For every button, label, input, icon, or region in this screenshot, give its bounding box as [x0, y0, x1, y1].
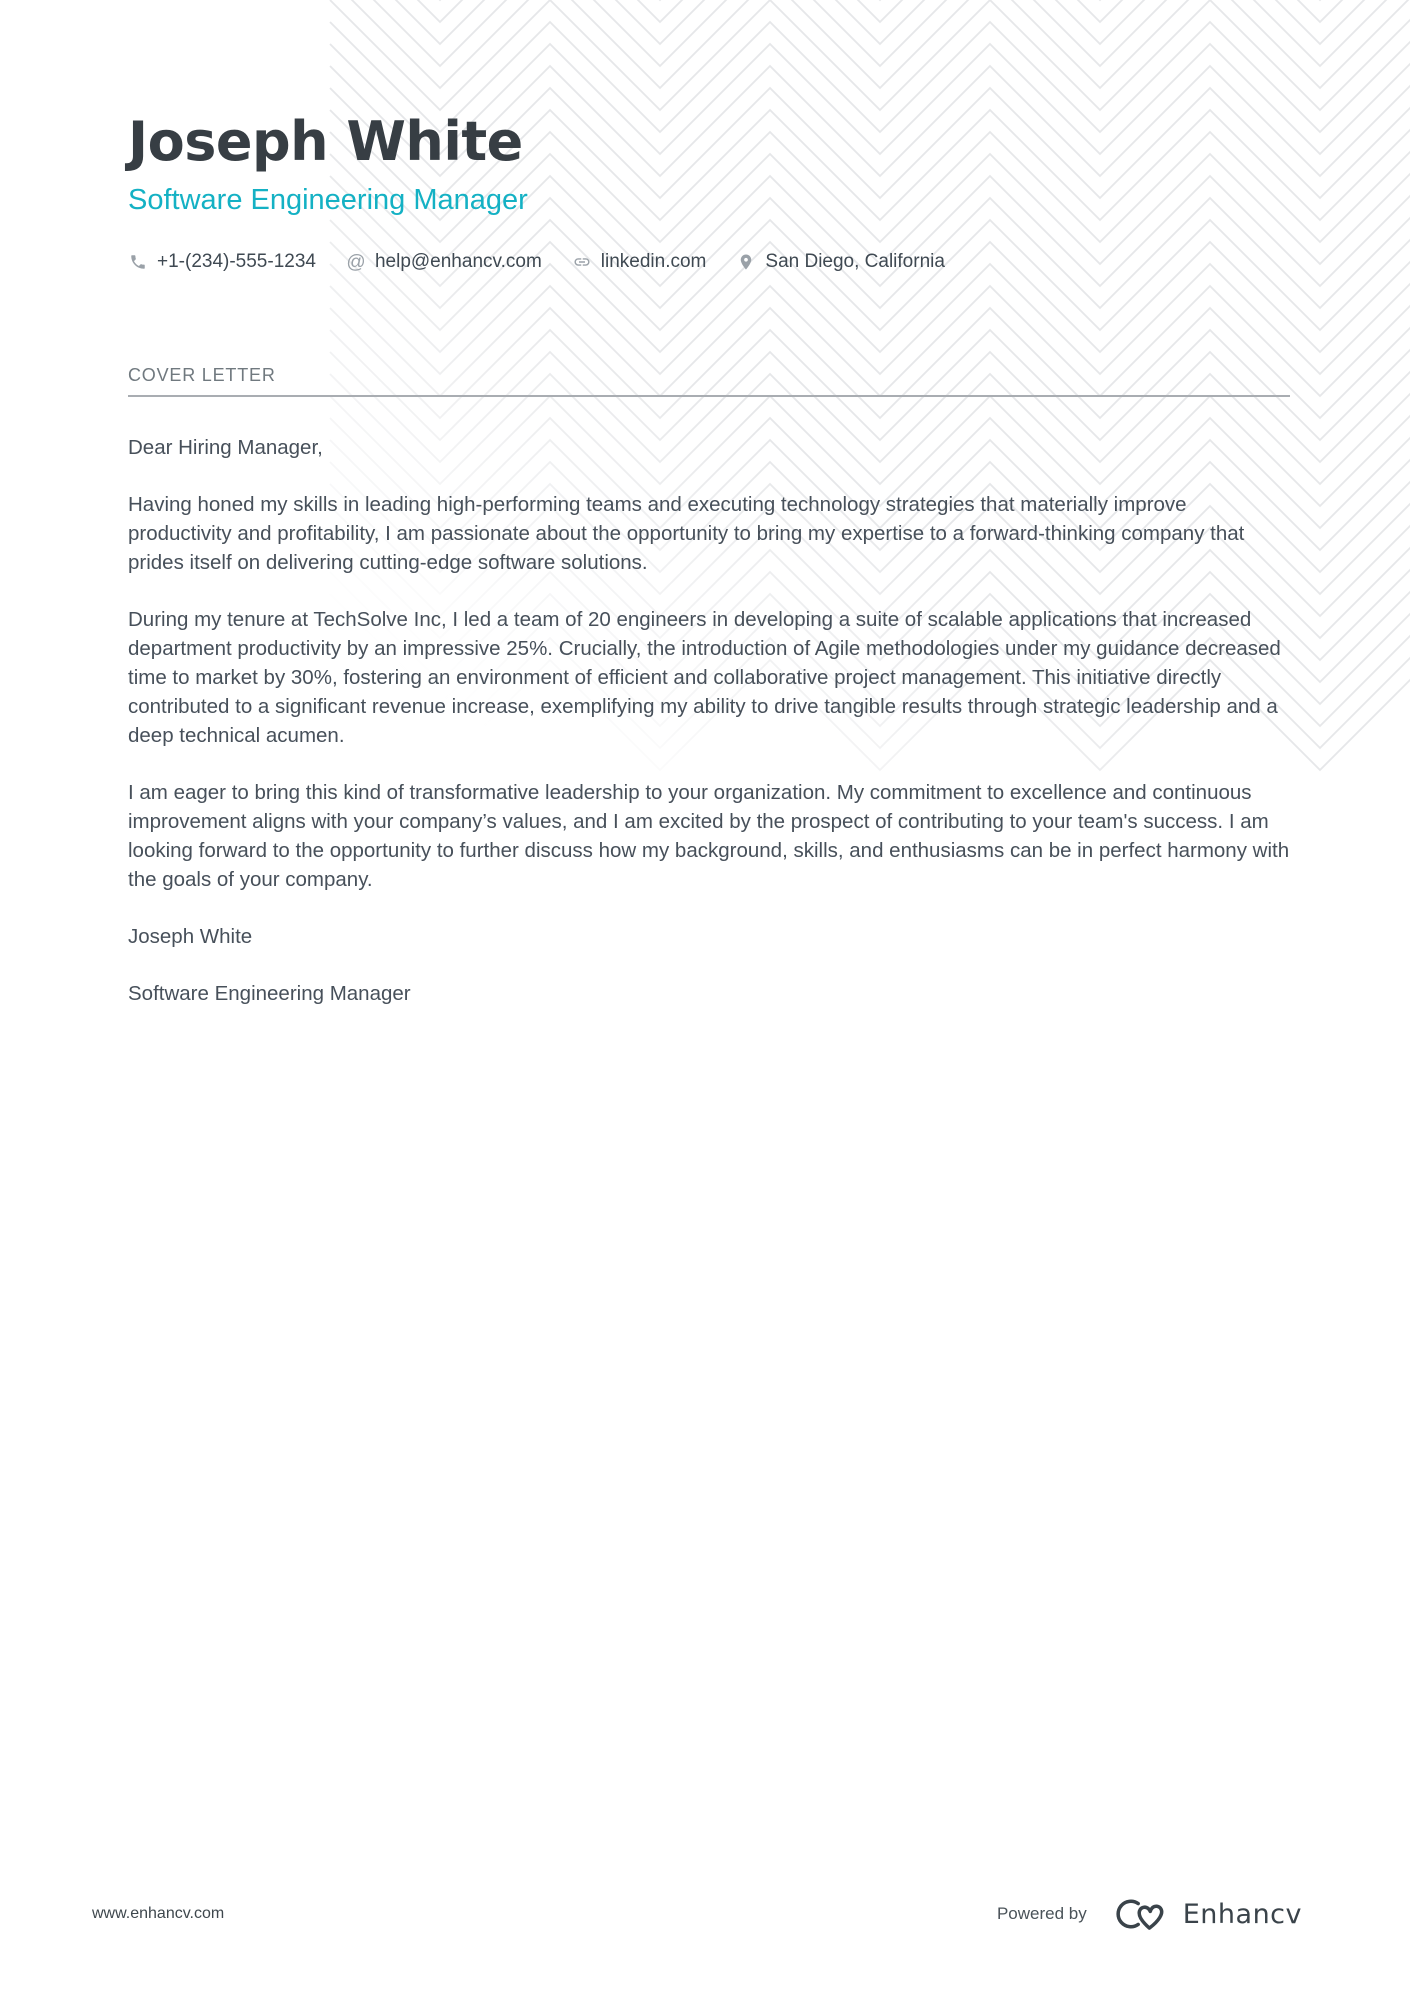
- link-icon: [572, 252, 592, 272]
- contact-row: [128, 251, 1290, 273]
- location-icon: [736, 252, 756, 272]
- powered-by: [997, 1891, 1302, 1937]
- contact-linkedin[interactable]: [572, 251, 707, 273]
- footer: [92, 1891, 1302, 1937]
- website-link[interactable]: www.enhancv.com: [92, 1905, 225, 1922]
- job-title: Software Engineering Manager: [128, 184, 528, 217]
- phone-icon: [128, 252, 148, 272]
- contact-phone: [128, 251, 316, 273]
- section-header: [128, 365, 1290, 397]
- brand-name: Enhancv: [1182, 1898, 1302, 1930]
- powered-by-label: Powered by: [996, 1904, 1087, 1923]
- paragraph: I am eager to bring this kind of transformative leadership to your organization. My commitment to excellence and continuous improvement aligns with your company’s values, and I am excited by the prospect of contributing to your team's success. I am looking forward to the opportunity to further discuss how my background, skills, and enthusiasms can be in perfect harmony with the goals of your company.: [128, 781, 1290, 892]
- enhancv-brand-link[interactable]: [1113, 1891, 1302, 1937]
- person-name: Joseph White: [128, 110, 523, 173]
- signature-name: Joseph White: [128, 925, 253, 949]
- contact-phone-text: +1-(234)-555-1234: [157, 251, 316, 273]
- header: [128, 0, 1290, 273]
- contact-email-text: help@enhancv.com: [374, 251, 542, 273]
- enhancv-logo-icon: [1113, 1891, 1171, 1937]
- contact-email[interactable]: [346, 251, 542, 273]
- paragraph: During my tenure at TechSolve Inc, I led a team of 20 engineers in developing a suite of scalable applications that increased department productivity by an impressive 25%. Crucially, the introduction of Agile methodologies under my guidance decreased time to market by 30%, fostering an environment of efficient and collaborative project management. This initiative directly contributed to a significant revenue increase, exemplifying my ability to drive tangible results through strategic leadership and a deep technical acumen.: [128, 608, 1281, 748]
- contact-linkedin-text: linkedin.com: [600, 251, 707, 273]
- contact-location-text: San Diego, California: [765, 251, 945, 273]
- signature-title: Software Engineering Manager: [128, 982, 411, 1006]
- contact-location: [736, 251, 945, 273]
- section-divider: [128, 395, 1290, 397]
- letter-body: [128, 433, 1290, 1008]
- at-icon: @: [346, 251, 366, 273]
- section-label: COVER LETTER: [128, 365, 276, 386]
- paragraph: Having honed my skills in leading high-performing teams and executing technology strategies that materially improve productivity and profitability, I am passionate about the opportunity to bring my expertise to a forward-thinking company that prides itself on delivering cutting-edge software solutions.: [128, 493, 1245, 575]
- salutation: Dear Hiring Manager,: [128, 436, 323, 460]
